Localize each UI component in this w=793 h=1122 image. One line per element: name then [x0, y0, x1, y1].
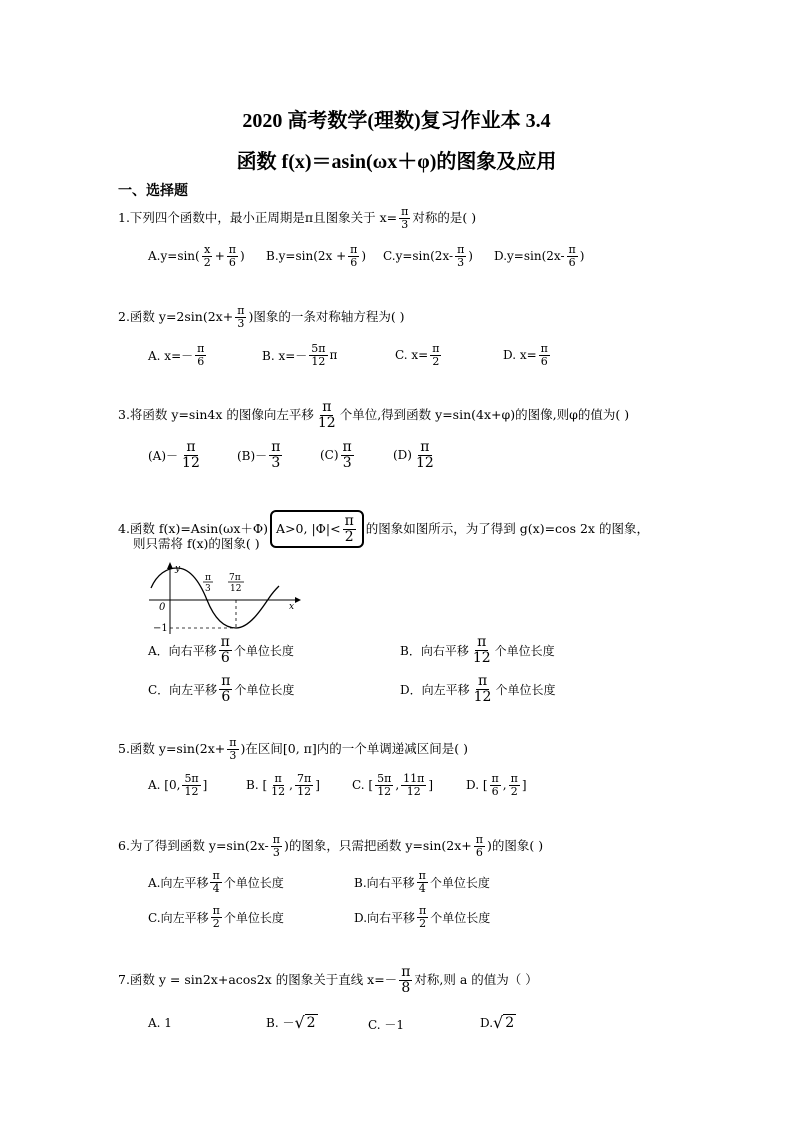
question-6-option-b[interactable]: B.向右平移 $\frac{\pi}{4}$ 个单位长度 — [354, 869, 490, 895]
tick1-den: 3 — [205, 584, 211, 594]
question-5-option-c[interactable]: C. [ $\frac{5\pi}{12}$ , $\frac{11\pi}{12}$ ] — [352, 772, 434, 798]
question-5-option-a[interactable]: A. [0, $\frac{5\pi}{12}$ ] — [148, 772, 208, 798]
question-4-option-b[interactable]: B．向右平移 $\frac{\pi}{12}$ 个单位长度 — [400, 634, 555, 666]
question-5-option-b[interactable]: B. [ $\frac{\pi}{12}$ , $\frac{7\pi}{12}$ ] — [246, 772, 320, 798]
x-axis-label: x — [289, 602, 295, 612]
sqrt-symbol: √ 2 — [294, 1013, 316, 1032]
question-6-stem: 6.为了得到函数 y=sin(2x- $\frac{\pi}{3}$ )的图象，只需把函数 y=sin(2x+ $\frac{\pi}{6}$ )的图象( ) — [118, 833, 544, 859]
question-3-stem: 3.将函数 y=sin4x 的图像向左平移 $\frac{\pi}{12}$ 个单位,得到函数 y=sin(4x+φ)的图像,则φ的值为( ) — [118, 399, 630, 431]
question-4-option-a[interactable]: A．向右平移 $\frac{\pi}{6}$ 个单位长度 — [148, 634, 294, 666]
condition-brace: A>0, |Φ|< $\frac{\pi}{2}$ — [270, 510, 364, 548]
question-5-stem: 5.函数 y=sin(2x+ $\frac{\pi}{3}$ )在区间[0, π]内的一个单调递减区间是( ) — [118, 736, 468, 762]
question-2-option-c[interactable]: C. x= $\frac{\pi}{2}$ — [395, 342, 440, 368]
question-5-option-d[interactable]: D. [ $\frac{\pi}{6}$ , $\frac{\pi}{2}$ ] — [466, 772, 527, 798]
question-3-option-a[interactable]: (A)－ $\frac{\pi}{12}$ — [148, 439, 200, 471]
question-2-stem: 2.函数 y=2sin(2x+ $\frac{\pi}{3}$ )图象的一条对称轴方程为( ) — [118, 304, 405, 330]
sqrt-symbol: √ 2 — [493, 1013, 515, 1032]
question-1-option-c[interactable]: C.y=sin(2x- $\frac{\pi}{3}$ ) — [383, 243, 473, 269]
question-4-stem-line2: 则只需将 f(x)的图象( ) — [133, 536, 260, 551]
question-2-option-b[interactable]: B. x=－ $\frac{5\pi}{12}$ π — [262, 342, 338, 368]
fraction: $\frac{\pi}{3}$ — [401, 205, 409, 231]
minus-one-label: −1 — [153, 623, 168, 634]
page-subtitle: 函数 f(x)＝asin(ωx＋φ)的图象及应用 — [236, 151, 557, 173]
question-6-option-d[interactable]: D.向右平移 $\frac{\pi}{2}$ 个单位长度 — [354, 904, 491, 930]
question-1-stem: 1.下列四个函数中，最小正周期是π且图象关于 x= $\frac{\pi}{3}$ 对称的是( ) — [118, 205, 477, 231]
question-3-option-c[interactable]: (C) $\frac{\pi}{3}$ — [320, 439, 352, 471]
question-7-option-a[interactable]: A. 1 — [148, 1016, 172, 1030]
question-7-option-c[interactable]: C. －1 — [368, 1018, 405, 1032]
section-heading: 一、选择题 — [118, 182, 188, 198]
question-1-option-a[interactable]: A.y=sin( $\frac{x}{2}$ + $\frac{\pi}{6}$ ) — [148, 243, 245, 269]
question-3-option-b[interactable]: (B)－ $\frac{\pi}{3}$ — [237, 439, 281, 471]
question-1-option-d[interactable]: D.y=sin(2x- $\frac{\pi}{6}$ ) — [494, 243, 585, 269]
question-7-stem: 7.函数 y = sin2x+acos2x 的图象关于直线 x=－ $\frac{\pi}{8}$ 对称,则 a 的值为（ ） — [118, 964, 538, 996]
question-1-option-b[interactable]: B.y=sin(2x + $\frac{\pi}{6}$ ) — [266, 243, 367, 269]
tick2-den: 12 — [230, 584, 242, 594]
origin-label: 0 — [159, 602, 166, 613]
question-6-option-c[interactable]: C.向左平移 $\frac{\pi}{2}$ 个单位长度 — [148, 904, 284, 930]
question-4-option-c[interactable]: C．向左平移 $\frac{\pi}{6}$ 个单位长度 — [148, 673, 295, 705]
question-7-option-d[interactable]: D. √ 2 — [480, 1013, 515, 1032]
question-4-stem: 4.函数 f(x)=Asin(ωx＋Φ) A>0, |Φ|< $\frac{\pi}{2}$ 的图象如图所示，为了得到 g(x)=cos 2x 的图象， — [118, 510, 649, 548]
question-4-option-d[interactable]: D．向左平移 $\frac{\pi}{12}$ 个单位长度 — [400, 673, 556, 705]
page-title: 2020 高考数学(理数)复习作业本 3.4 — [242, 110, 551, 132]
y-axis-label: y — [175, 564, 181, 574]
question-2-option-d[interactable]: D. x= $\frac{\pi}{6}$ — [503, 342, 548, 368]
tick1-num: π — [205, 573, 211, 583]
sine-graph-figure — [145, 562, 305, 637]
tick2-num: 7π — [229, 573, 241, 583]
question-7-option-b[interactable]: B. － √ 2 — [266, 1013, 316, 1032]
question-3-option-d[interactable]: (D) $\frac{\pi}{12}$ — [393, 439, 434, 471]
question-6-option-a[interactable]: A.向左平移 $\frac{\pi}{4}$ 个单位长度 — [148, 869, 284, 895]
question-2-option-a[interactable]: A. x=－ $\frac{\pi}{6}$ — [148, 342, 205, 368]
x-axis-arrow — [295, 597, 301, 603]
